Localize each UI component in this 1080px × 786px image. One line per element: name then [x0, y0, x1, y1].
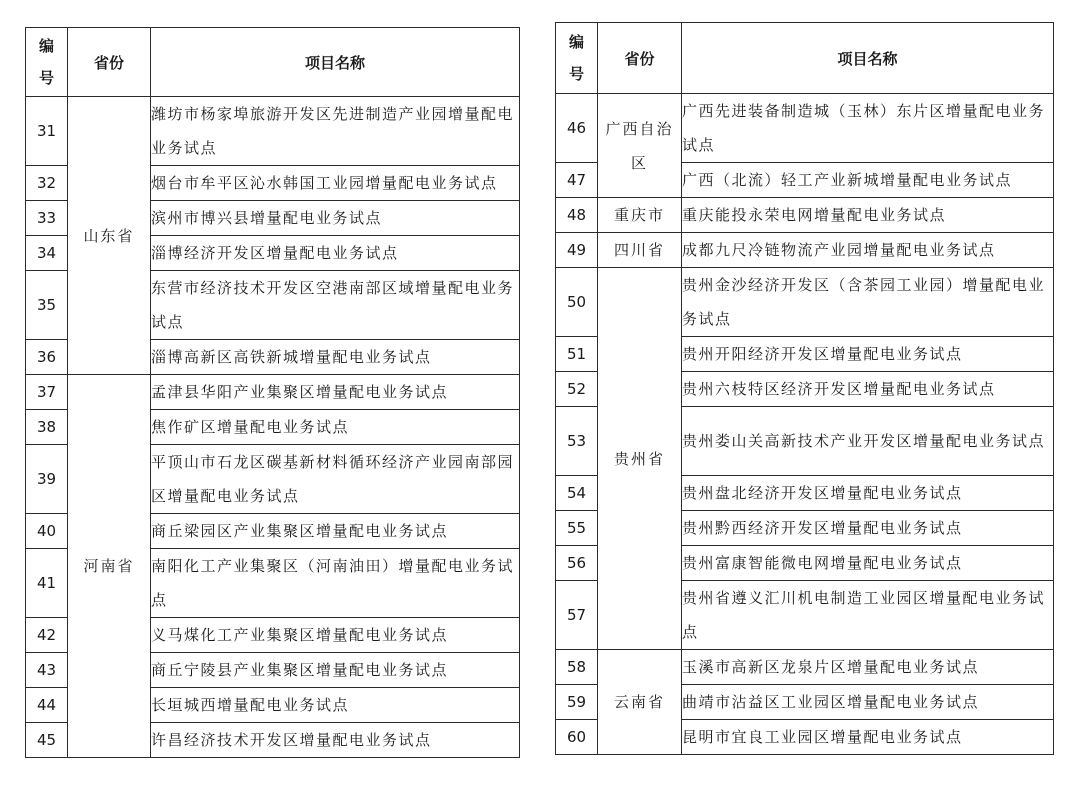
header-number-line2: 号 — [568, 65, 584, 83]
province-cell: 四川省 — [598, 233, 682, 268]
row-number: 47 — [556, 163, 598, 198]
table-row — [26, 375, 520, 410]
project-name: 成都九尺冷链物流产业园增量配电业务试点 — [682, 233, 1054, 268]
row-number: 51 — [556, 337, 598, 372]
row-number: 32 — [26, 166, 68, 201]
project-name: 曲靖市沾益区工业园区增量配电业务试点 — [682, 685, 1054, 720]
project-name: 潍坊市杨家埠旅游开发区先进制造产业园增量配电业务试点 — [151, 97, 520, 166]
header-province: 省份 — [68, 28, 151, 97]
project-name: 滨州市博兴县增量配电业务试点 — [151, 201, 520, 236]
row-number: 39 — [26, 445, 68, 514]
table-row — [556, 650, 1054, 685]
project-name: 商丘宁陵县产业集聚区增量配电业务试点 — [151, 653, 520, 688]
row-number: 46 — [556, 94, 598, 163]
row-number: 48 — [556, 198, 598, 233]
row-number: 59 — [556, 685, 598, 720]
table-row — [26, 97, 520, 166]
table-header-row — [556, 23, 1054, 94]
row-number: 54 — [556, 476, 598, 511]
row-number: 56 — [556, 546, 598, 581]
table-row — [556, 233, 1054, 268]
project-name: 贵州开阳经济开发区增量配电业务试点 — [682, 337, 1054, 372]
row-number: 35 — [26, 271, 68, 340]
header-project-name: 项目名称 — [151, 28, 520, 97]
row-number: 36 — [26, 340, 68, 375]
row-number: 31 — [26, 97, 68, 166]
project-name: 昆明市宜良工业园区增量配电业务试点 — [682, 720, 1054, 755]
row-number: 50 — [556, 268, 598, 337]
header-number — [26, 28, 68, 97]
row-number: 57 — [556, 581, 598, 650]
row-number: 41 — [26, 549, 68, 618]
row-number: 33 — [26, 201, 68, 236]
project-name: 贵州黔西经济开发区增量配电业务试点 — [682, 511, 1054, 546]
project-name: 淄博高新区高铁新城增量配电业务试点 — [151, 340, 520, 375]
row-number: 55 — [556, 511, 598, 546]
project-name: 烟台市牟平区沁水韩国工业园增量配电业务试点 — [151, 166, 520, 201]
row-number: 37 — [26, 375, 68, 410]
row-number: 40 — [26, 514, 68, 549]
project-name: 贵州娄山关高新技术产业开发区增量配电业务试点 — [682, 407, 1054, 476]
province-cell: 重庆市 — [598, 198, 682, 233]
row-number: 34 — [26, 236, 68, 271]
project-name: 孟津县华阳产业集聚区增量配电业务试点 — [151, 375, 520, 410]
project-name: 平顶山市石龙区碳基新材料循环经济产业园南部园区增量配电业务试点 — [151, 445, 520, 514]
left-project-table — [25, 27, 520, 758]
table-row — [556, 268, 1054, 337]
header-number-line2: 号 — [38, 69, 54, 87]
project-name: 广西先进装备制造城（玉林）东片区增量配电业务试点 — [682, 94, 1054, 163]
row-number: 45 — [26, 723, 68, 758]
row-number: 52 — [556, 372, 598, 407]
project-name: 贵州富康智能微电网增量配电业务试点 — [682, 546, 1054, 581]
table-header-row — [26, 28, 520, 97]
province-cell: 云南省 — [598, 650, 682, 755]
row-number: 42 — [26, 618, 68, 653]
row-number: 43 — [26, 653, 68, 688]
project-name: 东营市经济技术开发区空港南部区域增量配电业务试点 — [151, 271, 520, 340]
project-name: 玉溪市高新区龙泉片区增量配电业务试点 — [682, 650, 1054, 685]
row-number: 58 — [556, 650, 598, 685]
province-cell: 山东省 — [68, 97, 151, 375]
header-project-name: 项目名称 — [682, 23, 1054, 94]
row-number: 53 — [556, 407, 598, 476]
right-project-table — [555, 22, 1054, 755]
row-number: 44 — [26, 688, 68, 723]
table-row — [556, 198, 1054, 233]
project-name: 南阳化工产业集聚区（河南油田）增量配电业务试点 — [151, 549, 520, 618]
header-number — [556, 23, 598, 94]
project-name: 广西（北流）轻工产业新城增量配电业务试点 — [682, 163, 1054, 198]
project-name: 贵州盘北经济开发区增量配电业务试点 — [682, 476, 1054, 511]
header-province: 省份 — [598, 23, 682, 94]
project-name: 许昌经济技术开发区增量配电业务试点 — [151, 723, 520, 758]
province-cell: 贵州省 — [598, 268, 682, 650]
project-name: 长垣城西增量配电业务试点 — [151, 688, 520, 723]
table-row — [556, 94, 1054, 163]
project-name: 淄博经济开发区增量配电业务试点 — [151, 236, 520, 271]
row-number: 60 — [556, 720, 598, 755]
project-name: 贵州省遵义汇川机电制造工业园区增量配电业务试点 — [682, 581, 1054, 650]
province-cell: 广西自治区 — [598, 94, 682, 198]
row-number: 49 — [556, 233, 598, 268]
project-name: 商丘梁园区产业集聚区增量配电业务试点 — [151, 514, 520, 549]
project-name: 重庆能投永荣电网增量配电业务试点 — [682, 198, 1054, 233]
project-name: 贵州六枝特区经济开发区增量配电业务试点 — [682, 372, 1054, 407]
project-name: 义马煤化工产业集聚区增量配电业务试点 — [151, 618, 520, 653]
header-number-line1: 编 — [38, 37, 54, 55]
header-number-line1: 编 — [568, 33, 584, 51]
project-name: 贵州金沙经济开发区（含茶园工业园）增量配电业务试点 — [682, 268, 1054, 337]
row-number: 38 — [26, 410, 68, 445]
project-name: 焦作矿区增量配电业务试点 — [151, 410, 520, 445]
province-cell: 河南省 — [68, 375, 151, 758]
